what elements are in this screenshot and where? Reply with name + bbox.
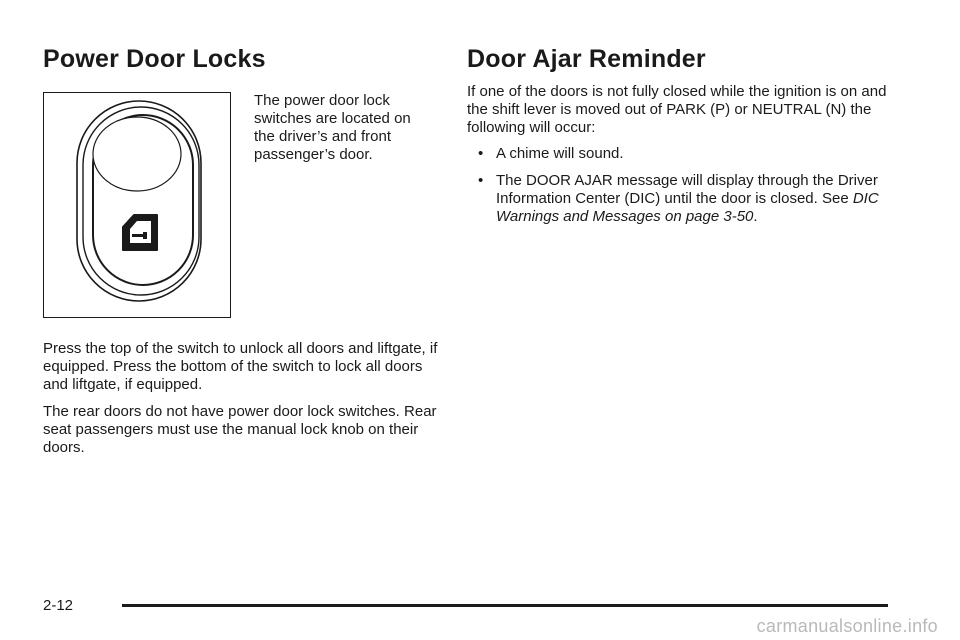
right-column	[467, 40, 907, 226]
left-body	[43, 340, 443, 457]
watermark: carmanualsonline.info	[756, 616, 938, 636]
rear-doors-paragraph: The rear doors do not have power door lock switches. Rear seat passengers must use the manual lock knob on their doors.	[43, 403, 437, 456]
list-item	[467, 145, 907, 163]
sentence-end: .	[753, 208, 758, 225]
list-item	[467, 172, 907, 226]
door-lock-switch-illustration	[44, 93, 229, 316]
bullet-marker: •	[478, 145, 484, 162]
door-lock-switch-figure	[43, 92, 231, 318]
page-number: 2-12	[43, 597, 74, 614]
footer-rule	[122, 604, 888, 607]
dic-warnings-link[interactable]: DIC Warnings and Messages on page 3-50	[496, 190, 879, 225]
door-lock-icon	[123, 215, 157, 250]
left-column	[43, 40, 443, 457]
chime-text: A chime will sound.	[496, 145, 624, 162]
door-ajar-reminder-heading: Door Ajar Reminder	[467, 45, 706, 73]
door-ajar-intro: If one of the doors is not fully closed while the ignition is on and the shift lever is moved out of PARK (P) or NEUTRAL (N) the following will occur:	[467, 83, 887, 136]
door-ajar-message-text: The DOOR AJAR message will display through the Driver Information Center (DIC) until the door is closed. See	[496, 172, 878, 207]
bullet-marker: •	[478, 172, 484, 189]
power-door-locks-heading: Power Door Locks	[43, 45, 266, 73]
figure-row	[43, 92, 443, 318]
page-footer	[43, 596, 888, 616]
figure-caption: The power door lock switches are located on the driver’s and front passenger’s door.	[254, 92, 411, 163]
door-ajar-list	[467, 145, 907, 226]
switch-usage-paragraph: Press the top of the switch to unlock all doors and liftgate, if equipped. Press the bottom of the switch to lock all doors and liftgate, if equipped.	[43, 340, 438, 393]
